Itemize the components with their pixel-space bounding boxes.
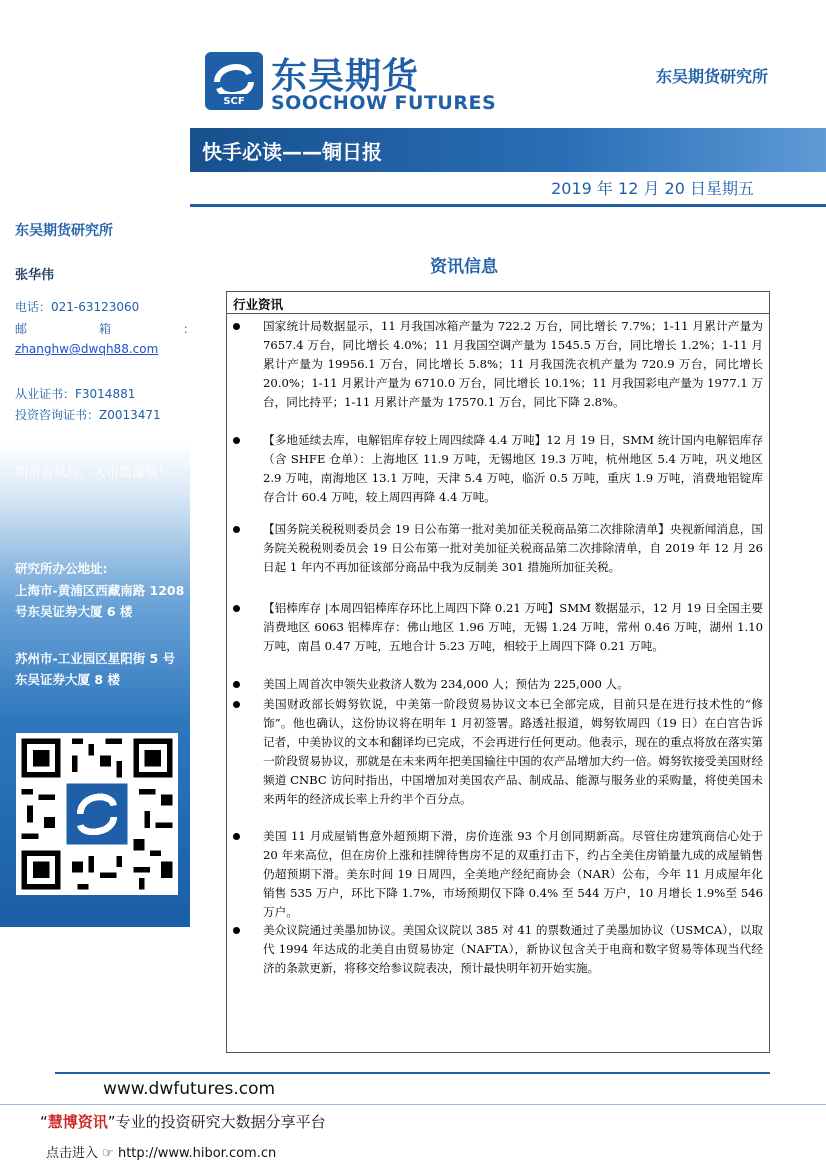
news-box-title: 行业资讯 bbox=[233, 297, 284, 312]
sidebar-department: 东吴期货研究所 bbox=[15, 223, 113, 239]
analyst-email-link[interactable]: zhanghw@dwqh88.com bbox=[15, 342, 159, 356]
news-item-text: 【铝棒库存 |本周四铝棒库存环比上周四下降 0.21 万吨】SMM 数据显示，12 月 19 日全国主要消费地区 6063 铝棒库存：佛山地区 1.96 万吨，无锡 1.24 万吨，常州 0.46 万吨，湖州 1.10 万吨，南昌 0.47 万吨，五地合计 5.23 万吨，相较于上周四下降 0.21 万吨。 bbox=[263, 601, 763, 653]
news-box-header bbox=[227, 292, 769, 314]
bullet-icon bbox=[233, 526, 240, 533]
news-item-text: 美国财政部长姆努钦说，中美第一阶段贸易协议文本已全部完成，目前只是在进行技术性的“修饰”。他也确认，这份协议将在明年 1 月初签署。路透社报道，姆努钦周四（19 日）在白宫告诉记者，中美协议的文本和翻译均已完成，不会再进行任何更动。他表示，现在的重点将放在落实第一阶段贸易协议，那就是在未来两年把美国输往中国的农产品增加大约一倍。姆努钦接受美国财经频道 CNBC 访问时指出，中国增加对美国农产品、制成品、能源与服务业的采购量，将使美国未来两年的经济成长率上升约半个百分点。 bbox=[263, 697, 763, 806]
report-title-bar bbox=[190, 128, 826, 172]
analyst-name: 张华伟 bbox=[15, 268, 55, 283]
footer-click-line bbox=[46, 1142, 276, 1161]
report-title: 快手必读——铜日报 bbox=[202, 140, 382, 164]
hand-pointer-icon: ☞ bbox=[102, 1146, 114, 1161]
footer-promo bbox=[40, 1111, 326, 1132]
logo-badge: SCF bbox=[223, 96, 245, 107]
practice-license: 从业证书：F3014881 bbox=[15, 387, 136, 401]
bullet-icon bbox=[233, 681, 240, 688]
news-item-text: 【国务院关税税则委员会 19 日公布第一批对美加征关税商品第二次排除清单】央视新闻消息，国务院关税税则委员会 19 日公布第一批对美加征关税商品第二次排除清单，自 2019 年 12 月 26 日起 1 年内不再加征该部分商品中我为反制美 301 措施所加征关税。 bbox=[263, 522, 763, 574]
promo-highlight: 慧博资讯 bbox=[47, 1113, 108, 1131]
office-address-label: 研究所办公地址: bbox=[15, 561, 108, 576]
footer-divider bbox=[55, 1072, 770, 1074]
office-address-suzhou: 苏州市-工业园区星阳街 5 号东吴证券大厦 8 楼 bbox=[15, 651, 176, 687]
news-item-text: 美国上周首次申领失业救济人数为 234,000 人；预估为 225,000 人。 bbox=[263, 677, 629, 691]
risk-warning: 期市有风险，入市需谨慎！ bbox=[15, 466, 172, 481]
bullet-icon bbox=[233, 605, 240, 612]
bullet-icon bbox=[233, 927, 240, 934]
bullet-icon bbox=[233, 323, 240, 330]
email-label: 邮 箱 ： bbox=[15, 322, 196, 336]
news-item-text: 国家统计局数据显示，11 月我国冰箱产量为 722.2 万台，同比增长 7.7%；1-11 月累计产量为 7657.4 万台，同比增长 4.0%；11 月我国空调产量为 1545.5 万台，同比增长 1.2%；1-11 月累计产量为 19956.1 万台，同比增长 5.8%；11 月我国洗衣机产量为 720.9 万台，同比增长 20.0%；1-11 月累计产量为 6710.0 万台，同比增长 10.1%；11 月我国彩电产量为 1977.1 万台，同比持平；1-11 月累计产量为 17570.1 万台，同比下降 2.8%。 bbox=[263, 319, 763, 409]
news-item-text: 美众议院通过美墨加协议。美国众议院以 385 对 41 的票数通过了美墨加协议（USMCA），以取代 1994 年达成的北美自由贸易协定（NAFTA），新协议包含关于电商和数字贸易等体现当代经济的条款更新，将移交给参议院表决，预计最快明年初开始实施。 bbox=[263, 923, 763, 975]
footer-divider-thin bbox=[0, 1104, 826, 1105]
soochow-logo-icon bbox=[205, 52, 263, 110]
report-date: 2019 年 12 月 20 日星期五 bbox=[551, 179, 754, 198]
company-logo bbox=[205, 52, 497, 118]
footer-website-link[interactable]: www.dwfutures.com bbox=[103, 1079, 276, 1099]
bullet-icon bbox=[233, 833, 240, 840]
office-address-shanghai: 上海市-黄浦区西藏南路 1208 号东吴证券大厦 6 楼 bbox=[15, 583, 185, 619]
hibor-link[interactable]: http://www.hibor.com.cn bbox=[117, 1146, 277, 1161]
bullet-icon bbox=[233, 701, 240, 708]
qr-code-icon[interactable] bbox=[16, 733, 178, 895]
promo-quote-close: ” bbox=[107, 1113, 116, 1131]
section-title: 资讯信息 bbox=[430, 257, 498, 277]
news-item-text: 【多地延续去库，电解铝库存较上周四续降 4.4 万吨】12 月 19 日，SMM 统计国内电解铝库存（含 SHFE 仓单）：上海地区 11.9 万吨，无锡地区 19.3 万吨，杭州地区 5.4 万吨，巩义地区 2.9 万吨，南海地区 13.1 万吨，天津 5.4 万吨，临沂 0.5 万吨，重庆 1.9 万吨，消费地铝锭库存合计 60.4 万吨，较上周四再降 4.4 万吨。 bbox=[263, 433, 763, 504]
promo-quote-open: “ bbox=[40, 1113, 48, 1131]
header-department: 东吴期货研究所 bbox=[655, 67, 768, 86]
industry-news-box bbox=[226, 291, 770, 1053]
promo-text: 专业的投资研究大数据分享平台 bbox=[115, 1113, 326, 1131]
logo-chinese-name: 东吴期货 bbox=[271, 56, 420, 97]
advisor-license: 投资咨询证书：Z0013471 bbox=[15, 408, 161, 422]
analyst-phone: 电话：021-63123060 bbox=[15, 300, 140, 314]
bullet-icon bbox=[233, 437, 240, 444]
date-divider bbox=[190, 204, 826, 207]
logo-english-name: SOOCHOW FUTURES bbox=[271, 92, 497, 114]
news-item-text: 美国 11 月成屋销售意外超预期下滑，房价连涨 93 个月创同期新高。尽管住房建筑商信心处于 20 年来高位，但在房价上涨和挂牌待售房不足的双重打击下，约占全美住房销量九成的成屋销售仍超预期下滑。美东时间 19 日周四，全美地产经纪商协会（NAR）公布，今年 11 月成屋年化销售 535 万户，环比下降 1.7%，市场预期仅下降 0.4% 至 544 万户，10 月增长 1.9%至 546 万户。 bbox=[263, 829, 763, 919]
click-label: 点击进入 bbox=[46, 1146, 99, 1161]
